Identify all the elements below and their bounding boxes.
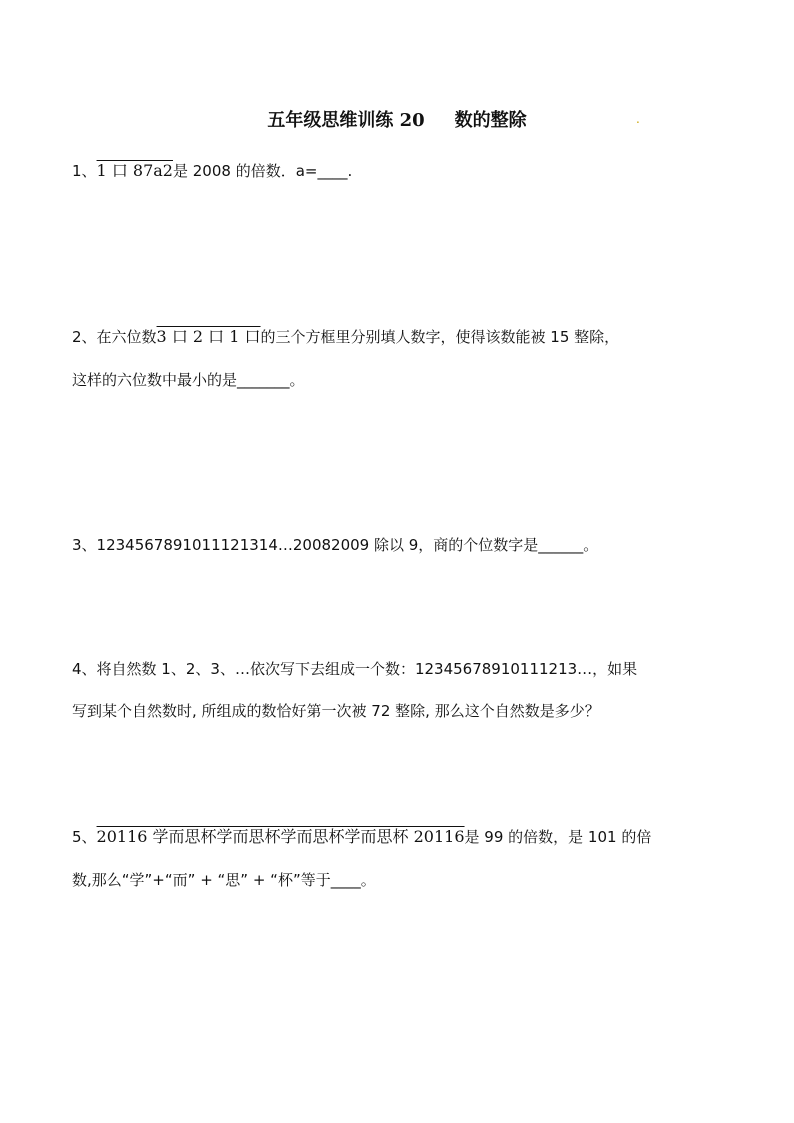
question-5-suffix: 是 99 的倍数，是 101 的倍 xyxy=(464,828,652,846)
question-5-overlined-number: 20116 学而思杯学而思杯学而思杯学而思杯 20116 xyxy=(96,827,465,846)
question-1-overlined-number: 1 口 87a2 xyxy=(96,161,173,180)
title-part2: 数的整除 xyxy=(454,110,527,131)
question-2-prefix: 2、在六位数 xyxy=(72,328,157,346)
question-5-number: 5、 xyxy=(72,828,97,846)
question-2-line-1 xyxy=(72,326,619,348)
question-4-line-1: 4、将自然数 1、2、3、…依次写下去组成一个数：12345678910111213…，如果 xyxy=(72,660,638,678)
title-mark: . xyxy=(636,112,640,126)
question-1 xyxy=(72,160,352,182)
question-2-line-2: 这样的六位数中最小的是_______。 xyxy=(72,371,305,389)
question-1-text: 是 2008 的倍数．a=____. xyxy=(172,162,353,180)
question-2-suffix: 的三个方框里分别填人数字，使得该数能被 15 整除， xyxy=(260,328,620,346)
question-5-line-2: 数,那么“学”+“而” + “思” + “杯”等于____。 xyxy=(72,871,376,889)
worksheet-title xyxy=(0,106,794,132)
question-4-line-2: 写到某个自然数时, 所组成的数恰好第一次被 72 整除, 那么这个自然数是多少？ xyxy=(72,702,600,720)
question-5-line-1 xyxy=(72,826,651,848)
question-1-number: 1、 xyxy=(72,162,97,180)
question-2-overlined-number: 3 口 2 口 1 口 xyxy=(156,327,261,346)
title-part1: 五年级思维训练 20 xyxy=(267,110,425,131)
question-3: 3、1234567891011121314…20082009 除以 9，商的个位数字是______。 xyxy=(72,536,599,554)
